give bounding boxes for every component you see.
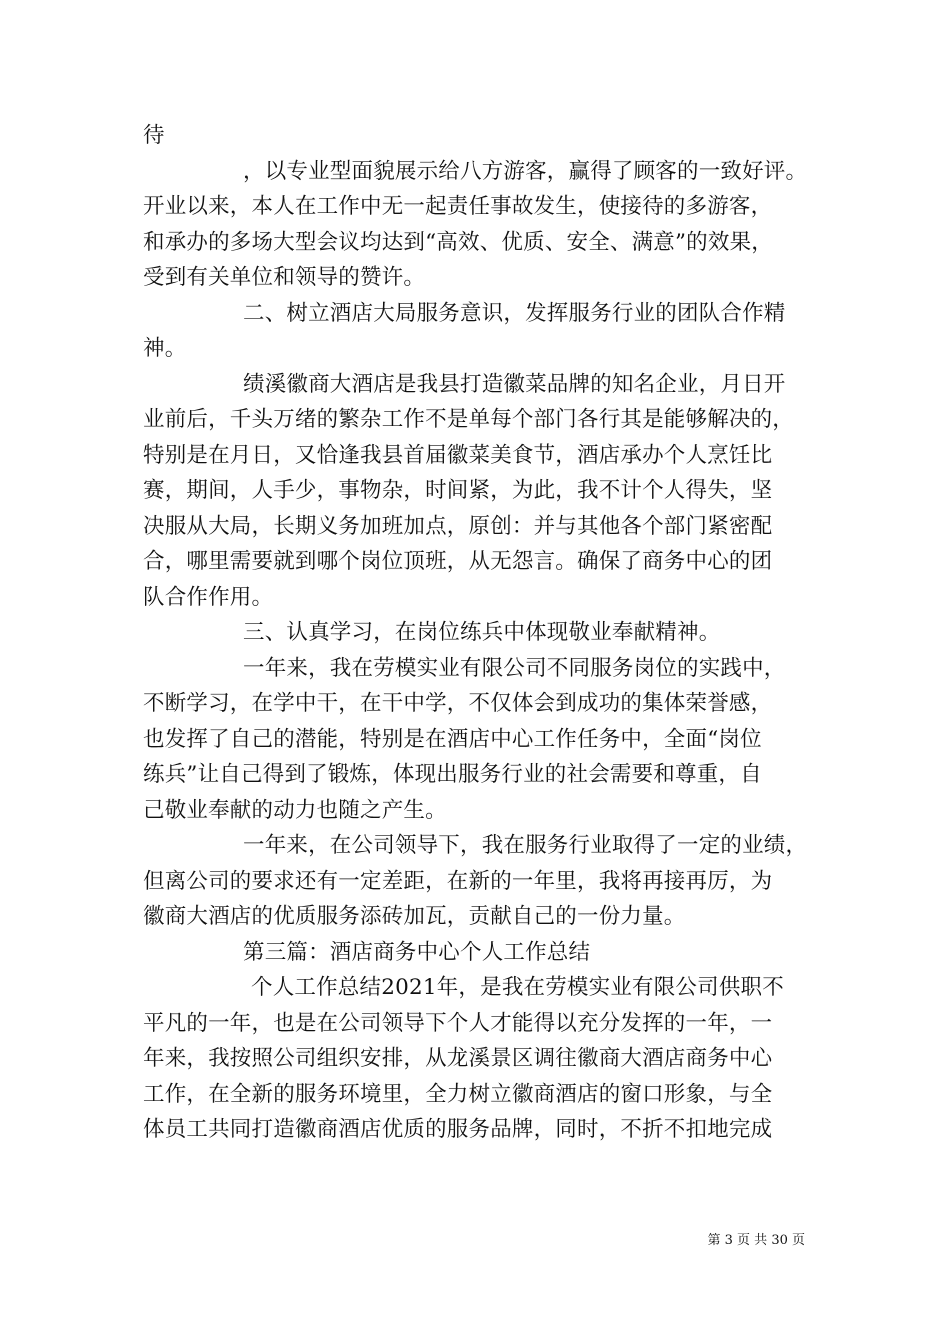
text-line: 个人工作总结2021年，是我在劳模实业有限公司供职不 (251, 975, 784, 1000)
text-line: 赛，期间，人手少，事物杂，时间紧，为此，我不计个人得失，坚 (143, 478, 773, 503)
text-line: 年来，我按照公司组织安排，从龙溪景区调往徽商大酒店商务中心 (143, 1046, 773, 1071)
text-line: ，以专业型面貌展示给八方游客，赢得了顾客的一致好评。 (243, 158, 808, 184)
text-line: 一年来，我在劳模实业有限公司不同服务岗位的实践中， (243, 655, 786, 681)
text-line: 队合作作用。 (143, 584, 274, 610)
section-heading: 三、认真学习，在岗位练兵中体现敬业奉献精神。 (243, 620, 721, 645)
text-line: 也发挥了自己的潜能，特别是在酒店中心工作任务中，全面“岗位 (143, 726, 762, 752)
text-line: 业前后，千头万绪的繁杂工作不是单每个部门各行其是能够解决的， (143, 407, 795, 432)
text-line: 开业以来，本人在工作中无一起责任事故发生，使接待的多游客， (143, 194, 773, 219)
text-line: 练兵”让自己得到了锻炼，体现出服务行业的社会需要和尊重，自 (143, 762, 762, 787)
text-line: 工作，在全新的服务环境里，全力树立徽商酒店的窗口形象，与全 (143, 1081, 773, 1107)
text-line: 一年来，在公司领导下，我在服务行业取得了一定的业绩， (243, 833, 808, 858)
section-heading: 二、树立酒店大局服务意识，发挥服务行业的团队合作精 (243, 300, 786, 326)
text-line: 己敬业奉献的动力也随之产生。 (143, 797, 447, 823)
text-line: 特别是在月日，又恰逢我县首届徽菜美食节，酒店承办个人烹饪比 (143, 442, 773, 468)
text-line: 徽商大酒店的优质服务添砖加瓦，贡献自己的一份力量。 (143, 904, 686, 929)
text-line: 不断学习，在学中干，在干中学，不仅体会到成功的集体荣誉感， (143, 691, 773, 716)
body-text (143, 118, 823, 1148)
text-line: 决服从大局，长期义务加班加点，原创：并与其他各个部门紧密配 (143, 513, 773, 539)
text-line: 受到有关单位和领导的赞许。 (143, 265, 426, 290)
text-line: 神。 (143, 336, 187, 361)
text-line: 和承办的多场大型会议均达到“高效、优质、安全、满意”的效果， (143, 229, 773, 255)
chapter-heading: 第三篇：酒店商务中心个人工作总结 (243, 939, 591, 965)
text-line: 平凡的一年，也是在公司领导下个人才能得以充分发挥的一年，一 (143, 1010, 773, 1036)
text-line: 合，哪里需要就到哪个岗位顶班，从无怨言。确保了商务中心的团 (143, 549, 773, 574)
page-number-footer: 第 3 页 共 30 页 (707, 1233, 805, 1248)
text-line: 绩溪徽商大酒店是我县打造徽菜品牌的知名企业，月日开 (243, 371, 786, 397)
text-line: 但离公司的要求还有一定差距，在新的一年里，我将再接再厉，为 (143, 868, 773, 894)
text-line: 待 (143, 123, 165, 148)
text-line: 体员工共同打造徽商酒店优质的服务品牌，同时，不折不扣地完成 (143, 1117, 773, 1142)
